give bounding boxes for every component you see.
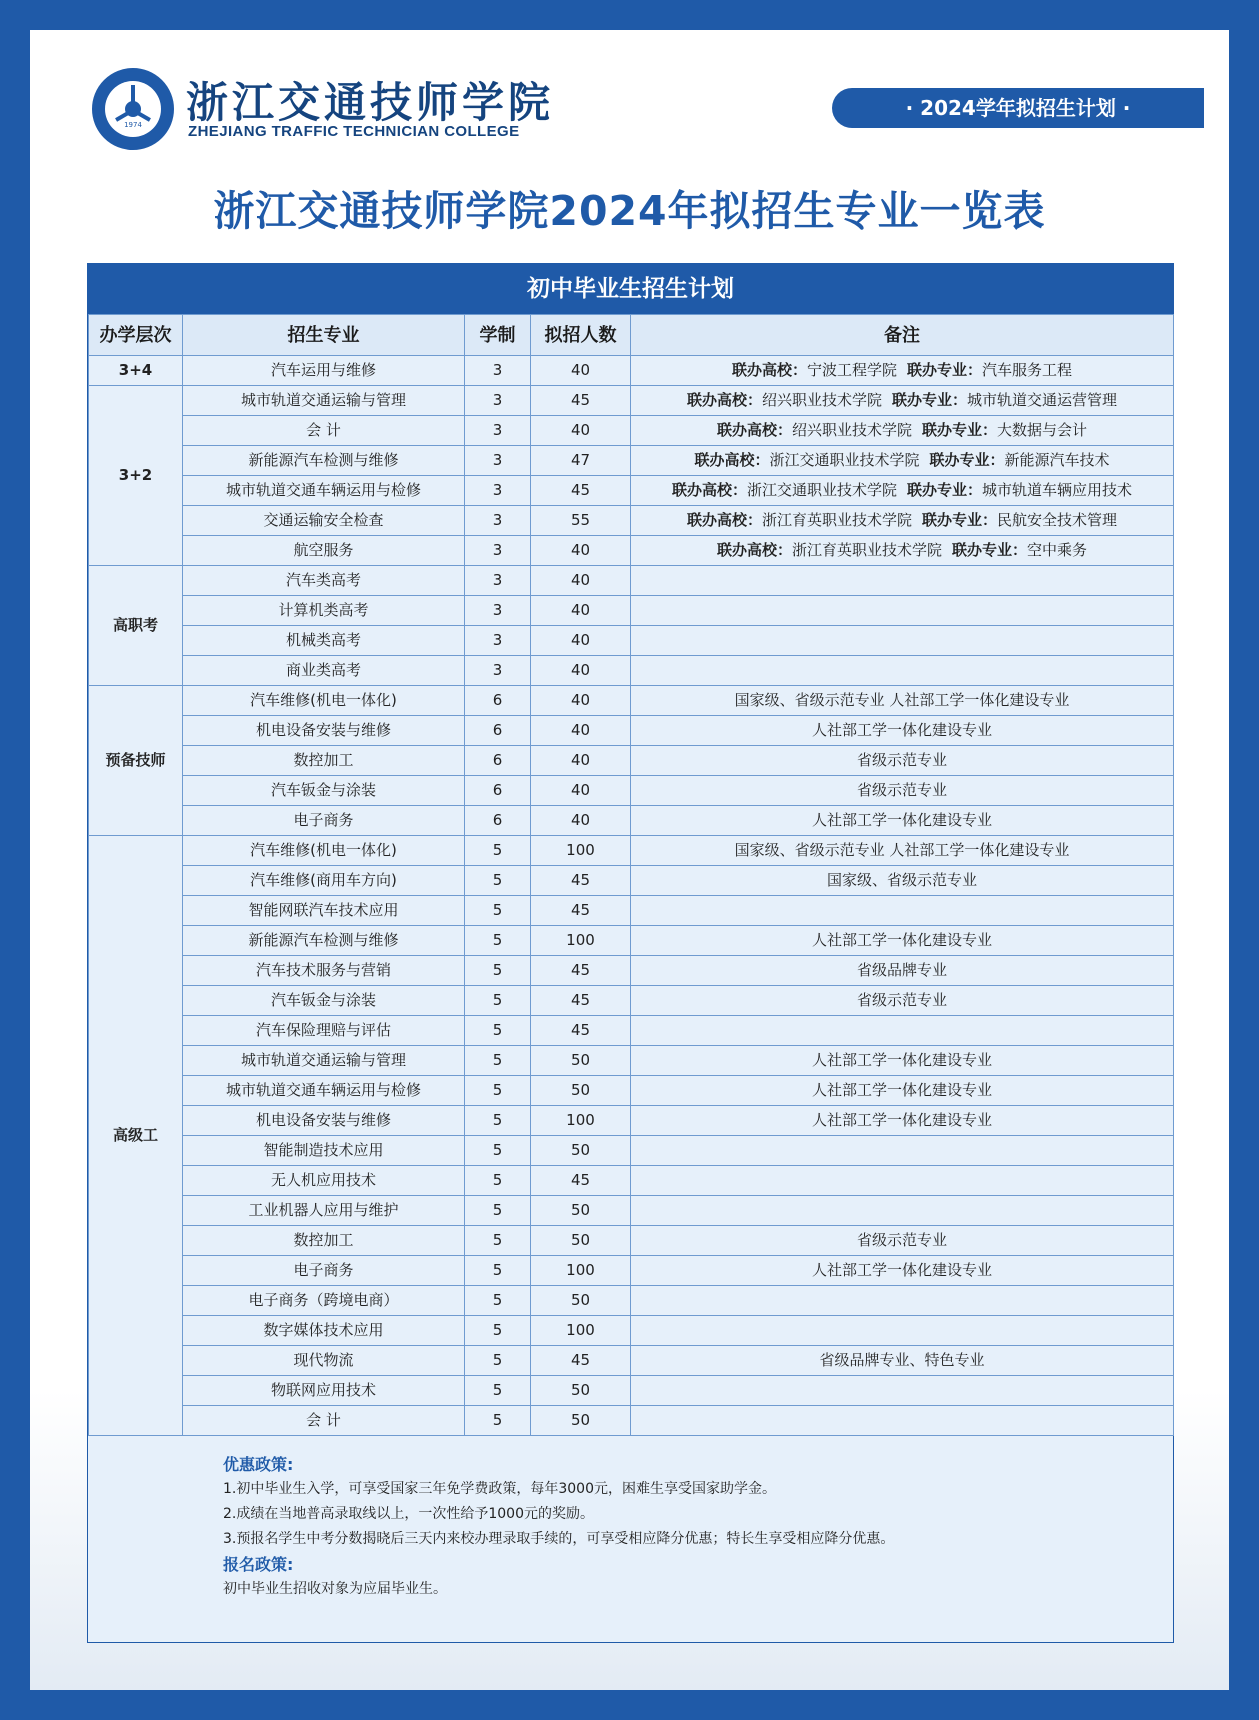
table-row bbox=[89, 1136, 1174, 1166]
major-cell: 数字媒体技术应用 bbox=[183, 1316, 465, 1346]
table-row bbox=[89, 866, 1174, 896]
major-cell: 新能源汽车检测与维修 bbox=[183, 446, 465, 476]
table-banner: 初中毕业生招生计划 bbox=[88, 264, 1173, 314]
note-cell bbox=[631, 1136, 1174, 1166]
years-cell: 5 bbox=[465, 1016, 531, 1046]
note-cell: 省级示范专业 bbox=[631, 746, 1174, 776]
count-cell: 40 bbox=[531, 566, 631, 596]
table-row bbox=[89, 926, 1174, 956]
count-cell: 45 bbox=[531, 1346, 631, 1376]
note-cell bbox=[631, 896, 1174, 926]
major-cell: 汽车钣金与涂装 bbox=[183, 986, 465, 1016]
joint-school-label: 联办高校： bbox=[716, 421, 792, 439]
major-cell: 电子商务（跨境电商） bbox=[183, 1286, 465, 1316]
note-cell bbox=[631, 1406, 1174, 1436]
major-cell: 智能制造技术应用 bbox=[183, 1136, 465, 1166]
years-cell: 5 bbox=[465, 1316, 531, 1346]
page-title: 浙江交通技师学院2024年拟招生专业一览表 bbox=[213, 187, 1046, 235]
count-cell: 50 bbox=[531, 1226, 631, 1256]
years-cell: 5 bbox=[465, 1256, 531, 1286]
major-cell: 汽车维修(机电一体化) bbox=[183, 836, 465, 866]
note-cell bbox=[631, 656, 1174, 686]
table-row bbox=[89, 1346, 1174, 1376]
count-cell: 100 bbox=[531, 1256, 631, 1286]
count-cell: 100 bbox=[531, 926, 631, 956]
count-cell: 40 bbox=[531, 686, 631, 716]
joint-major-label: 联办专业： bbox=[907, 481, 983, 499]
table-row bbox=[89, 986, 1174, 1016]
years-cell: 5 bbox=[465, 1346, 531, 1376]
years-cell: 3 bbox=[465, 656, 531, 686]
count-cell: 40 bbox=[531, 626, 631, 656]
years-cell: 3 bbox=[465, 596, 531, 626]
note-cell: 人社部工学一体化建设专业 bbox=[631, 926, 1174, 956]
table-row bbox=[89, 656, 1174, 686]
table-row bbox=[89, 626, 1174, 656]
major-cell: 汽车类高考 bbox=[183, 566, 465, 596]
years-cell: 5 bbox=[465, 1406, 531, 1436]
count-cell: 50 bbox=[531, 1076, 631, 1106]
joint-school-value: 绍兴职业技术学院 bbox=[761, 391, 882, 409]
joint-major-label: 联办专业： bbox=[892, 391, 968, 409]
college-logo: 1974 bbox=[92, 68, 174, 150]
joint-major-label: 联办专业： bbox=[907, 361, 983, 379]
note-cell bbox=[631, 566, 1174, 596]
years-cell: 3 bbox=[465, 476, 531, 506]
table-row bbox=[89, 836, 1174, 866]
level-cell: 3+2 bbox=[89, 386, 183, 566]
table-row bbox=[89, 956, 1174, 986]
table-row bbox=[89, 1376, 1174, 1406]
joint-school-label: 联办高校： bbox=[686, 391, 762, 409]
years-cell: 6 bbox=[465, 686, 531, 716]
signup-policy-title: 报名政策: bbox=[223, 1555, 294, 1574]
note-cell: 人社部工学一体化建设专业 bbox=[631, 1256, 1174, 1286]
level-cell: 预备技师 bbox=[89, 686, 183, 836]
table-row bbox=[89, 1046, 1174, 1076]
major-cell: 工业机器人应用与维护 bbox=[183, 1196, 465, 1226]
table-row bbox=[89, 1016, 1174, 1046]
table-row bbox=[89, 566, 1174, 596]
major-cell: 汽车技术服务与营销 bbox=[183, 956, 465, 986]
note-cell bbox=[631, 596, 1174, 626]
major-cell: 汽车钣金与涂装 bbox=[183, 776, 465, 806]
col-header-note: 备注 bbox=[631, 315, 1174, 356]
years-cell: 5 bbox=[465, 956, 531, 986]
level-cell: 3+4 bbox=[89, 356, 183, 386]
years-cell: 5 bbox=[465, 896, 531, 926]
note-cell: 省级示范专业 bbox=[631, 986, 1174, 1016]
years-cell: 5 bbox=[465, 926, 531, 956]
count-cell: 100 bbox=[531, 1106, 631, 1136]
enrollment-table-panel bbox=[87, 263, 1174, 1643]
count-cell: 50 bbox=[531, 1136, 631, 1166]
major-cell: 城市轨道交通运输与管理 bbox=[183, 386, 465, 416]
major-cell: 城市轨道交通车辆运用与检修 bbox=[183, 1076, 465, 1106]
table-row bbox=[89, 806, 1174, 836]
table-row bbox=[89, 1316, 1174, 1346]
note-cell bbox=[631, 446, 1174, 476]
note-cell: 省级品牌专业、特色专业 bbox=[631, 1346, 1174, 1376]
major-cell: 机械类高考 bbox=[183, 626, 465, 656]
note-cell: 省级示范专业 bbox=[631, 776, 1174, 806]
count-cell: 45 bbox=[531, 866, 631, 896]
joint-major-value: 新能源汽车技术 bbox=[1004, 451, 1110, 469]
table-row bbox=[89, 1406, 1174, 1436]
major-cell: 物联网应用技术 bbox=[183, 1376, 465, 1406]
major-cell: 数控加工 bbox=[183, 746, 465, 776]
enrollment-table bbox=[88, 314, 1174, 1436]
policy-section bbox=[88, 1436, 1173, 1602]
count-cell: 45 bbox=[531, 956, 631, 986]
joint-major-value: 民航安全技术管理 bbox=[997, 511, 1118, 529]
major-cell: 新能源汽车检测与维修 bbox=[183, 926, 465, 956]
years-cell: 6 bbox=[465, 776, 531, 806]
table-row bbox=[89, 446, 1174, 476]
table-row bbox=[89, 1196, 1174, 1226]
note-cell bbox=[631, 1376, 1174, 1406]
years-cell: 6 bbox=[465, 716, 531, 746]
years-cell: 3 bbox=[465, 416, 531, 446]
note-cell: 国家级、省级示范专业 bbox=[631, 866, 1174, 896]
joint-school-label: 联办高校： bbox=[686, 511, 762, 529]
college-name-cn: 浙江交通技师学院 bbox=[186, 78, 555, 127]
col-header-major: 招生专业 bbox=[183, 315, 465, 356]
major-cell: 航空服务 bbox=[183, 536, 465, 566]
policy-item: 3.预报名学生中考分数揭晓后三天内来校办理录取手续的，可享受相应降分优惠；特长生享受相应降分优惠。 bbox=[223, 1531, 895, 1547]
major-cell: 会 计 bbox=[183, 1406, 465, 1436]
years-cell: 3 bbox=[465, 446, 531, 476]
poster bbox=[30, 30, 1229, 1690]
joint-major-label: 联办专业： bbox=[929, 451, 1005, 469]
note-cell: 国家级、省级示范专业 人社部工学一体化建设专业 bbox=[631, 686, 1174, 716]
note-cell: 人社部工学一体化建设专业 bbox=[631, 1106, 1174, 1136]
note-cell: 省级示范专业 bbox=[631, 1226, 1174, 1256]
table-row bbox=[89, 1166, 1174, 1196]
table-row bbox=[89, 416, 1174, 446]
table-row bbox=[89, 686, 1174, 716]
major-cell: 机电设备安装与维修 bbox=[183, 716, 465, 746]
table-row bbox=[89, 1286, 1174, 1316]
joint-major-label: 联办专业： bbox=[922, 421, 998, 439]
note-cell bbox=[631, 1016, 1174, 1046]
years-cell: 3 bbox=[465, 566, 531, 596]
joint-major-value: 大数据与会计 bbox=[997, 421, 1088, 439]
count-cell: 45 bbox=[531, 476, 631, 506]
major-cell: 汽车维修(机电一体化) bbox=[183, 686, 465, 716]
note-cell bbox=[631, 1316, 1174, 1346]
count-cell: 40 bbox=[531, 776, 631, 806]
col-header-level: 办学层次 bbox=[89, 315, 183, 356]
joint-major-label: 联办专业： bbox=[952, 541, 1028, 559]
note-cell: 人社部工学一体化建设专业 bbox=[631, 1046, 1174, 1076]
table-row bbox=[89, 536, 1174, 566]
note-cell bbox=[631, 386, 1174, 416]
count-cell: 40 bbox=[531, 656, 631, 686]
joint-major-label: 联办专业： bbox=[922, 511, 998, 529]
table-row bbox=[89, 776, 1174, 806]
joint-school-value: 绍兴职业技术学院 bbox=[791, 421, 912, 439]
col-header-years: 学制 bbox=[465, 315, 531, 356]
joint-school-value: 宁波工程学院 bbox=[806, 361, 897, 379]
count-cell: 50 bbox=[531, 1286, 631, 1316]
major-cell: 会 计 bbox=[183, 416, 465, 446]
joint-school-label: 联办高校： bbox=[731, 361, 807, 379]
years-cell: 3 bbox=[465, 626, 531, 656]
years-cell: 5 bbox=[465, 1046, 531, 1076]
col-header-count: 拟招人数 bbox=[531, 315, 631, 356]
count-cell: 40 bbox=[531, 596, 631, 626]
major-cell: 商业类高考 bbox=[183, 656, 465, 686]
years-cell: 6 bbox=[465, 746, 531, 776]
count-cell: 40 bbox=[531, 716, 631, 746]
policy-item: 1.初中毕业生入学，可享受国家三年免学费政策，每年3000元，困难生享受国家助学金。 bbox=[223, 1481, 776, 1497]
count-cell: 100 bbox=[531, 836, 631, 866]
joint-school-value: 浙江育英职业技术学院 bbox=[791, 541, 942, 559]
note-cell: 国家级、省级示范专业 人社部工学一体化建设专业 bbox=[631, 836, 1174, 866]
major-cell: 汽车运用与维修 bbox=[183, 356, 465, 386]
major-cell: 电子商务 bbox=[183, 1256, 465, 1286]
discount-policy-title: 优惠政策: bbox=[223, 1455, 294, 1474]
count-cell: 45 bbox=[531, 896, 631, 926]
count-cell: 40 bbox=[531, 746, 631, 776]
table-row bbox=[89, 1106, 1174, 1136]
note-cell bbox=[631, 1196, 1174, 1226]
major-cell: 无人机应用技术 bbox=[183, 1166, 465, 1196]
note-cell bbox=[631, 536, 1174, 566]
count-cell: 45 bbox=[531, 386, 631, 416]
joint-school-label: 联办高校： bbox=[671, 481, 747, 499]
note-cell bbox=[631, 416, 1174, 446]
count-cell: 45 bbox=[531, 1166, 631, 1196]
note-cell: 人社部工学一体化建设专业 bbox=[631, 806, 1174, 836]
count-cell: 50 bbox=[531, 1046, 631, 1076]
major-cell: 城市轨道交通运输与管理 bbox=[183, 1046, 465, 1076]
years-cell: 5 bbox=[465, 1376, 531, 1406]
major-cell: 汽车保险理赔与评估 bbox=[183, 1016, 465, 1046]
table-row bbox=[89, 1256, 1174, 1286]
college-name-en: ZHEJIANG TRAFFIC TECHNICIAN COLLEGE bbox=[188, 123, 520, 140]
count-cell: 45 bbox=[531, 1016, 631, 1046]
count-cell: 50 bbox=[531, 1376, 631, 1406]
major-cell: 智能网联汽车技术应用 bbox=[183, 896, 465, 926]
table-row bbox=[89, 1226, 1174, 1256]
major-cell: 机电设备安装与维修 bbox=[183, 1106, 465, 1136]
years-cell: 3 bbox=[465, 536, 531, 566]
note-cell: 省级品牌专业 bbox=[631, 956, 1174, 986]
note-cell bbox=[631, 506, 1174, 536]
major-cell: 数控加工 bbox=[183, 1226, 465, 1256]
major-cell: 计算机类高考 bbox=[183, 596, 465, 626]
count-cell: 40 bbox=[531, 536, 631, 566]
joint-major-value: 城市轨道交通运营管理 bbox=[967, 391, 1118, 409]
signup-item: 初中毕业生招收对象为应届毕业生。 bbox=[223, 1581, 447, 1597]
note-cell: 人社部工学一体化建设专业 bbox=[631, 716, 1174, 746]
table-row bbox=[89, 356, 1174, 386]
level-cell: 高职考 bbox=[89, 566, 183, 686]
joint-major-value: 城市轨道车辆应用技术 bbox=[982, 481, 1133, 499]
table-row bbox=[89, 506, 1174, 536]
years-cell: 3 bbox=[465, 506, 531, 536]
years-cell: 5 bbox=[465, 1196, 531, 1226]
years-cell: 5 bbox=[465, 986, 531, 1016]
years-cell: 5 bbox=[465, 836, 531, 866]
years-cell: 5 bbox=[465, 866, 531, 896]
count-cell: 45 bbox=[531, 986, 631, 1016]
years-cell: 5 bbox=[465, 1076, 531, 1106]
years-cell: 5 bbox=[465, 1106, 531, 1136]
count-cell: 50 bbox=[531, 1196, 631, 1226]
major-cell: 汽车维修(商用车方向) bbox=[183, 866, 465, 896]
years-cell: 5 bbox=[465, 1286, 531, 1316]
joint-school-value: 浙江育英职业技术学院 bbox=[761, 511, 912, 529]
major-cell: 城市轨道交通车辆运用与检修 bbox=[183, 476, 465, 506]
table-row bbox=[89, 476, 1174, 506]
note-cell bbox=[631, 1166, 1174, 1196]
years-cell: 3 bbox=[465, 356, 531, 386]
table-row bbox=[89, 1076, 1174, 1106]
note-cell bbox=[631, 476, 1174, 506]
joint-school-label: 联办高校： bbox=[716, 541, 792, 559]
note-cell bbox=[631, 626, 1174, 656]
table-row bbox=[89, 746, 1174, 776]
table-row bbox=[89, 596, 1174, 626]
major-cell: 交通运输安全检查 bbox=[183, 506, 465, 536]
joint-major-value: 汽车服务工程 bbox=[982, 361, 1073, 379]
joint-school-value: 浙江交通职业技术学院 bbox=[746, 481, 897, 499]
count-cell: 50 bbox=[531, 1406, 631, 1436]
years-cell: 5 bbox=[465, 1226, 531, 1256]
count-cell: 40 bbox=[531, 806, 631, 836]
count-cell: 47 bbox=[531, 446, 631, 476]
count-cell: 40 bbox=[531, 416, 631, 446]
policy-item: 2.成绩在当地普高录取线以上，一次性给予1000元的奖励。 bbox=[223, 1506, 594, 1522]
plan-year-badge: · 2024学年拟招生计划 · bbox=[832, 88, 1204, 128]
table-row bbox=[89, 386, 1174, 416]
note-cell bbox=[631, 356, 1174, 386]
years-cell: 6 bbox=[465, 806, 531, 836]
table-header-row bbox=[89, 315, 1174, 356]
years-cell: 5 bbox=[465, 1136, 531, 1166]
count-cell: 100 bbox=[531, 1316, 631, 1346]
note-cell: 人社部工学一体化建设专业 bbox=[631, 1076, 1174, 1106]
count-cell: 40 bbox=[531, 356, 631, 386]
level-cell: 高级工 bbox=[89, 836, 183, 1436]
major-cell: 电子商务 bbox=[183, 806, 465, 836]
count-cell: 55 bbox=[531, 506, 631, 536]
table-body bbox=[89, 356, 1174, 1436]
joint-school-value: 浙江交通职业技术学院 bbox=[769, 451, 920, 469]
table-row bbox=[89, 716, 1174, 746]
table-row bbox=[89, 896, 1174, 926]
years-cell: 5 bbox=[465, 1166, 531, 1196]
years-cell: 3 bbox=[465, 386, 531, 416]
note-cell bbox=[631, 1286, 1174, 1316]
joint-major-value: 空中乘务 bbox=[1027, 541, 1088, 559]
joint-school-label: 联办高校： bbox=[694, 451, 770, 469]
major-cell: 现代物流 bbox=[183, 1346, 465, 1376]
